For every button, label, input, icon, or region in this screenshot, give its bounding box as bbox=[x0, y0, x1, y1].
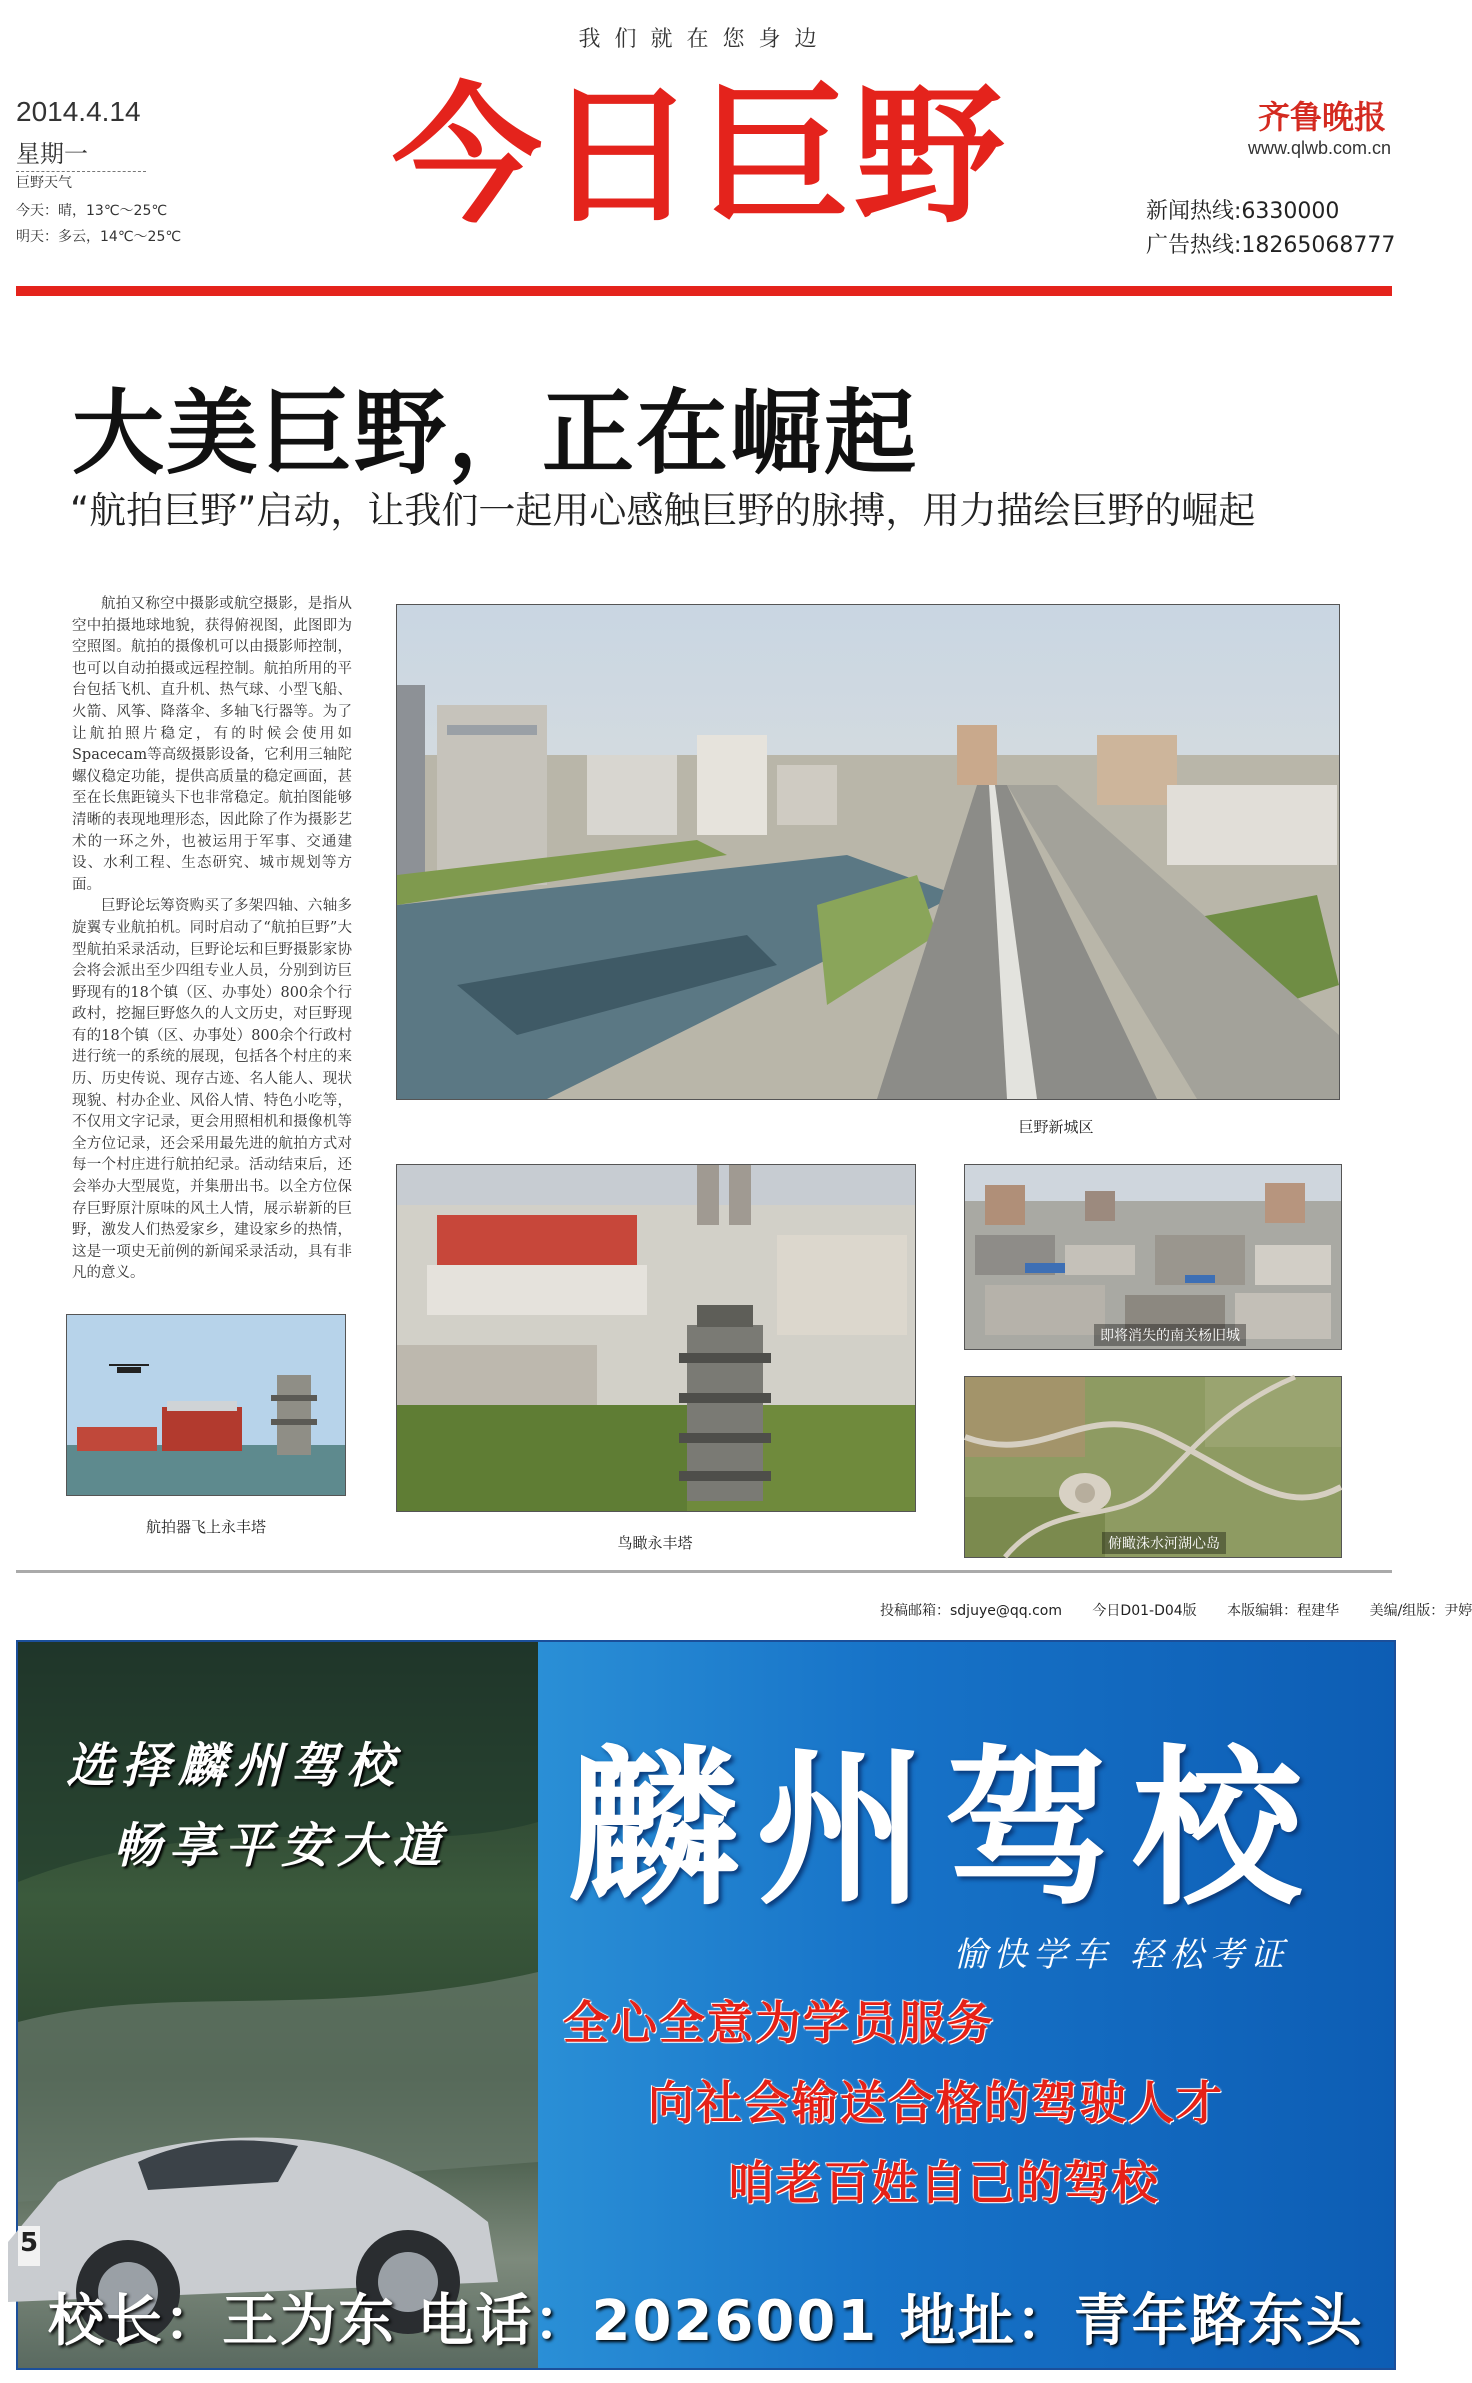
caption-old-city: 即将消失的南关杨旧城 bbox=[1094, 1324, 1246, 1346]
old-city-aerial-image bbox=[965, 1165, 1341, 1349]
newspaper-title: 今日巨野 bbox=[391, 70, 1008, 244]
weather-today: 今天：晴，13℃～25℃ bbox=[16, 203, 168, 219]
weather-tomorrow: 明天：多云，14℃～25℃ bbox=[16, 229, 182, 245]
caption-island: 俯瞰洙水河湖心岛 bbox=[1102, 1532, 1226, 1554]
license-plate: 5 bbox=[20, 2228, 39, 2258]
photo-island bbox=[964, 1376, 1342, 1558]
new-city-aerial-image bbox=[397, 605, 1339, 1099]
driving-school-name: 麟州驾校 bbox=[568, 1731, 1321, 1929]
issue-date: 2014.4.14 bbox=[16, 96, 141, 127]
article-paragraph: 巨野论坛筹资购买了多架四轴、六轴多旋翼专业航拍机。同时启动了“航拍巨野”大型航拍采录活动，巨野论坛和巨野摄影家协会将会派出至少四组专业人员，分别到访巨野现有的18个镇（区、办事处）800余个行政村，挖掘巨野悠久的人文历史，对巨野现有的18个镇（区、办事处）800余个行政村进行统一的系统的展现，包括各个村庄的来历、历史传说、现存古迹、名人能人、现状现貌、村办企业、风俗人情、特色小吃等，不仅用文字记录，更会用照相机和摄像机等全方位记录，还会采用最先进的航拍方式对每一个村庄进行航拍纪录。活动结束后，还会举办大型展览，并集册出书。以全方位保存巨野原汁原味的风土人情，展示崭新的巨野，激发人们热爱家乡，建设家乡的热情，这是一项史无前例的新闻采录活动，具有非凡的意义。 bbox=[72, 898, 352, 1282]
weather-title: 巨野天气 bbox=[16, 175, 72, 191]
ad-line-people: 咱老百姓自己的驾校 bbox=[728, 2156, 1160, 2210]
page-designer: 美编/组版：尹婷 bbox=[1369, 1603, 1472, 1619]
photo-new-city bbox=[396, 604, 1340, 1100]
ad-line-service: 全心全意为学员服务 bbox=[563, 1996, 995, 2050]
page-footer bbox=[880, 1600, 1472, 1620]
drone-tower-image bbox=[67, 1315, 345, 1495]
photo-tower bbox=[396, 1164, 916, 1512]
brand-url: www.qlwb.com.cn bbox=[1248, 138, 1392, 158]
photo-drone bbox=[66, 1314, 346, 1496]
lake-island-aerial-image bbox=[965, 1377, 1341, 1557]
caption-tower: 鸟瞰永丰塔 bbox=[617, 1534, 693, 1552]
ad-line-talent: 向社会输送合格的驾驶人才 bbox=[648, 2076, 1224, 2130]
headline: 大美巨野，正在崛起 bbox=[72, 380, 919, 487]
ad-slogan-2: 畅享平安大道 bbox=[113, 1818, 450, 1874]
subheadline: “航拍巨野”启动，让我们一起用心感触巨野的脉搏，用力描绘巨野的崛起 bbox=[70, 489, 1256, 532]
ad-tagline: 愉快学车 轻松考证 bbox=[953, 1935, 1290, 1975]
masthead-rule bbox=[16, 286, 1392, 296]
yongfeng-tower-aerial-image bbox=[397, 1165, 915, 1511]
caption-drone: 航拍器飞上永丰塔 bbox=[145, 1518, 266, 1536]
ad-hotline: 广告热线:18265068777 bbox=[1146, 233, 1396, 258]
ad-slogan-1: 选择麟州驾校 bbox=[66, 1738, 403, 1794]
article-body bbox=[72, 594, 352, 1285]
issue-weekday: 星期一 bbox=[16, 134, 146, 172]
driving-school-ad bbox=[16, 1640, 1396, 2370]
photo-old-city bbox=[964, 1164, 1342, 1350]
page-divider bbox=[16, 1570, 1392, 1573]
brand-logo: 齐鲁晚报 bbox=[1258, 98, 1387, 136]
article-paragraph: 航拍又称空中摄影或航空摄影，是指从空中拍摄地球地貌，获得俯视图，此图即为空照图。航拍的摄像机可以由摄影师控制，也可以自动拍摄或远程控制。航拍所用的平台包括飞机、直升机、热气球、小型飞船、火箭、风筝、降落伞、多轴飞行器等。为了让航拍照片稳定，有的时候会使用如Spacecam等高级摄影设备，它利用三轴陀螺仪稳定功能，提供高质量的稳定画面，甚至在长焦距镜头下也非常稳定。航拍图能够清晰的表现地理形态，因此除了作为摄影艺术的一环之外，也被运用于军事、交通建设、水利工程、生态研究、城市规划等方面。 bbox=[72, 596, 352, 893]
page-range: 今日D01-D04版 bbox=[1092, 1603, 1197, 1619]
page-editor: 本版编辑：程建华 bbox=[1227, 1603, 1340, 1619]
caption-new-city: 巨野新城区 bbox=[1018, 1118, 1094, 1136]
contribution-email: 投稿邮箱：sdjuye@qq.com bbox=[880, 1603, 1062, 1619]
ad-contact-line: 校长：王为东 电话：2026001 地址：青年路东头 bbox=[48, 2289, 1364, 2354]
news-hotline: 新闻热线:6330000 bbox=[1146, 199, 1340, 224]
masthead-slogan: 我们就在您身边 bbox=[578, 27, 831, 52]
